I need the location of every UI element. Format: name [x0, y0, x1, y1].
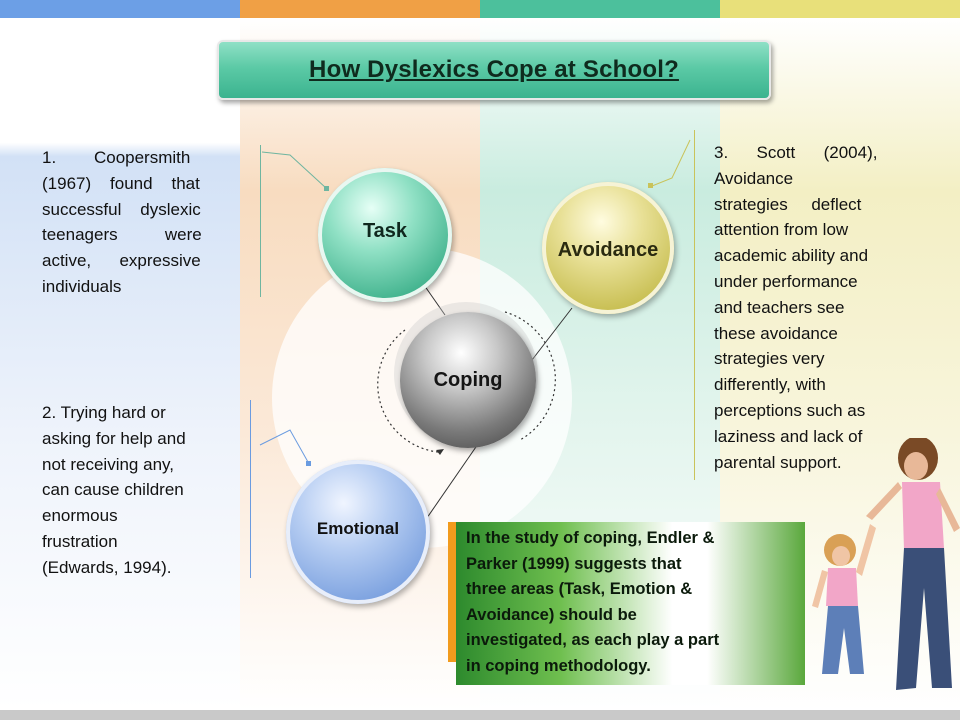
note3-guide-line — [694, 130, 695, 480]
task-label: Task — [362, 219, 408, 242]
avoidance-node — [542, 182, 674, 314]
coping-label: Coping — [433, 368, 503, 391]
task-node — [318, 168, 452, 302]
summary-text: In the study of coping, Endler & Parker (1999) suggests that three areas (Task, Emotion & Avoidance) should be investigated, as each play a part in coping methodology. — [466, 529, 720, 675]
coping-node — [400, 312, 536, 448]
emotional-label: Emotional — [316, 519, 400, 538]
note-scott: 3. Scott (2004), Avoidance strategies deflect attention from low academic ability and under performance and teachers see these avoidance strategies very differently, with perceptions such as laziness and lack of parental support. — [714, 143, 878, 472]
note-edwards: 2. Trying hard or asking for help and not receiving any, can cause children enormous frustration (Edwards, 1994). — [42, 403, 186, 577]
note-coopersmith: 1. Coopersmith (1967) found that successful dyslexic teenagers were active, expressive individuals — [42, 148, 202, 296]
avoidance-label: Avoidance — [557, 238, 659, 261]
slide-title: How Dyslexics Cope at School? — [309, 56, 679, 83]
emotional-node — [286, 460, 430, 604]
note1-guide-line — [260, 145, 261, 297]
children-photo — [812, 438, 960, 710]
note2-guide-line — [250, 400, 251, 578]
title-plate — [217, 40, 771, 100]
summary-accent-bar — [448, 522, 456, 662]
bottom-bar — [0, 710, 960, 720]
